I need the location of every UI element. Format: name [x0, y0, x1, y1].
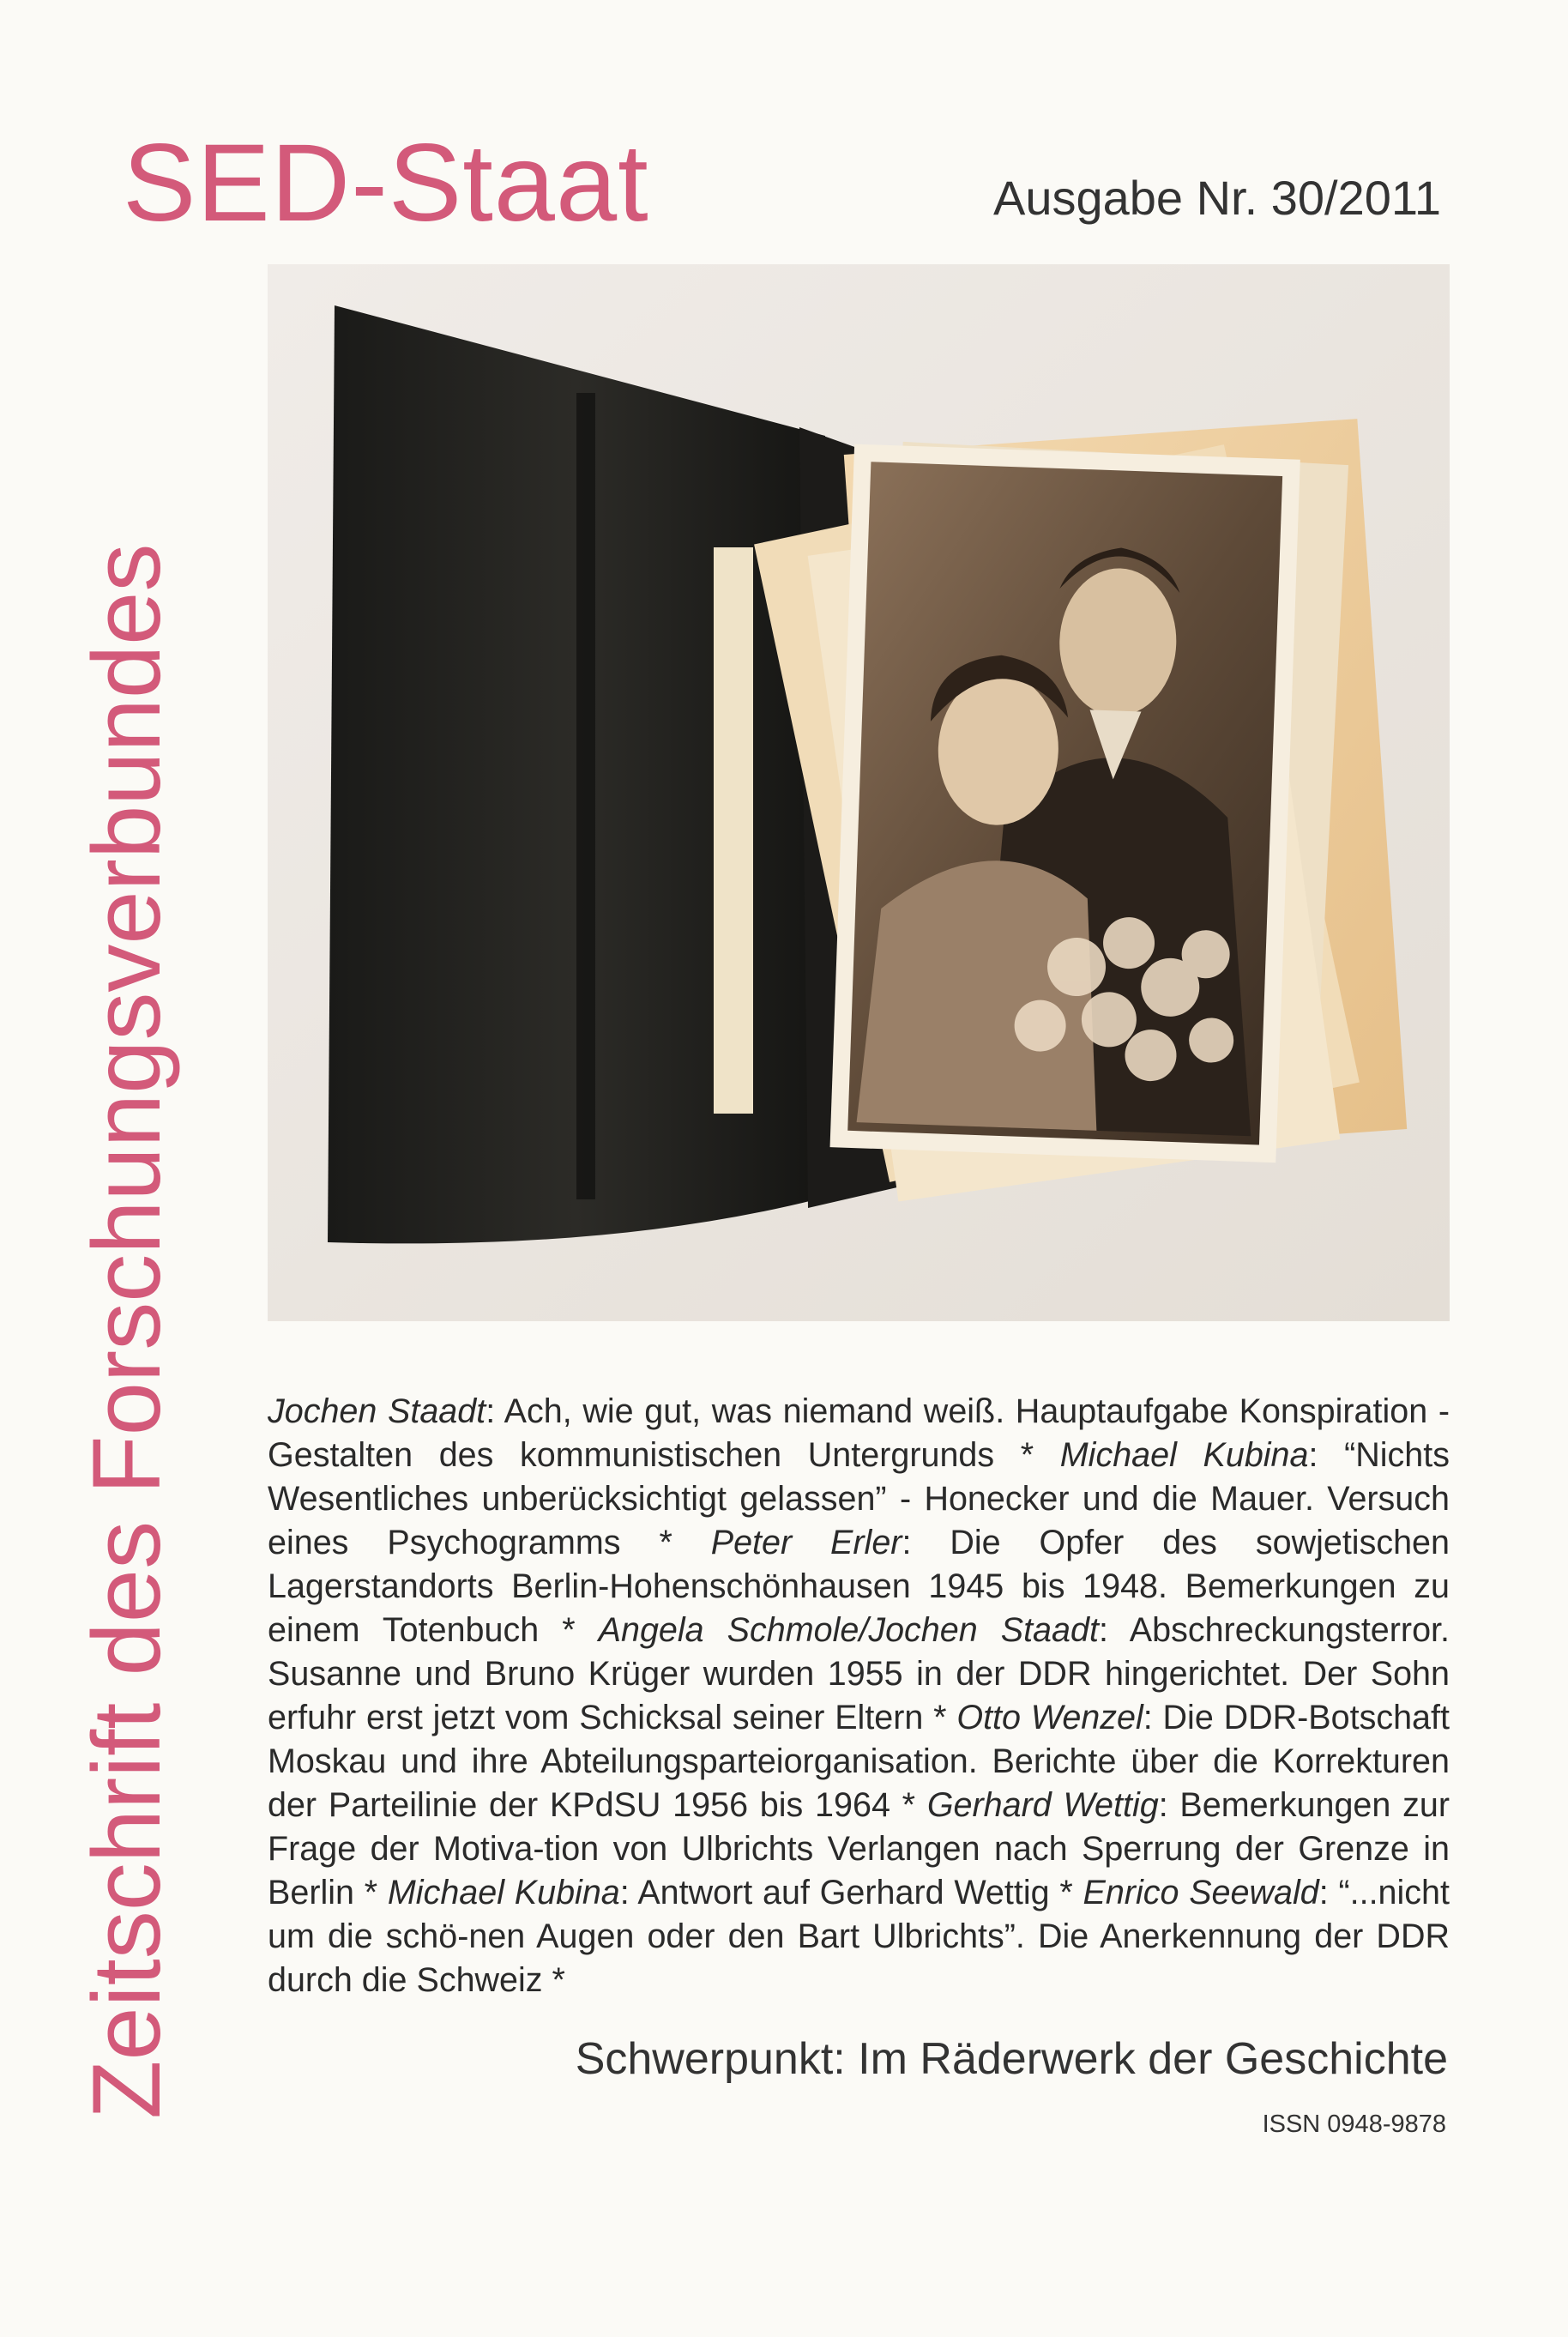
issue-number: Ausgabe Nr. 30/2011: [992, 171, 1441, 225]
focus-topic: Schwerpunkt: Im Räderwerk der Geschichte: [575, 2034, 1448, 2084]
contents-entry: Jochen Staadt: Ach, wie gut, was niemand weiß. Hauptaufgabe Konspiration - Gestalten des kommunistischen Untergrunds *: [268, 1392, 1450, 1474]
author-name: Jochen Staadt: [268, 1392, 486, 1430]
portrait-photo: [830, 444, 1300, 1163]
contents-entry: Gerhard Wettig: Bemerkungen zur Frage der Motiva-tion von Ulbrichts Verlangen nach Sperrung der Grenze in Berlin *: [268, 1786, 1450, 1911]
contents-entry: Otto Wenzel: Die DDR-Botschaft Moskau und ihre Abteilungsparteiorganisation. Berichte über die Korrekturen der Parteilinie der KPdSU 1956 bis 1964 *: [268, 1699, 1450, 1824]
cover-photo: [268, 264, 1450, 1321]
contents-entry: Angela Schmole/Jochen Staadt: Abschreckungsterror. Susanne und Bruno Krüger wurden 1955 in der DDR hingerichtet. Der Sohn erfuhr erst jetzt vom Schicksal seiner Eltern *: [268, 1611, 1450, 1736]
issn: ISSN 0948-9878: [1262, 2111, 1446, 2138]
contents-entry: Peter Erler: Die Opfer des sowjetischen Lagerstandorts Berlin-Hohenschönhausen 1945 bis 1948. Bemerkungen zu einem Totenbuch *: [268, 1524, 1450, 1649]
journal-subtitle-vertical: Zeitschrift des Forschungsverbundes: [73, 543, 180, 2119]
contents-entry: Enrico Seewald: “...nicht um die schö-nen Augen oder den Bart Ulbrichts”. Die Anerkennung der DDR durch die Schweiz *: [268, 1874, 1450, 1999]
author-name: Gerhard Wettig: [926, 1786, 1159, 1824]
author-name: Peter Erler: [710, 1524, 902, 1561]
author-name: Otto Wenzel: [956, 1699, 1143, 1736]
journal-title: SED-Staat: [123, 122, 649, 245]
author-name: Angela Schmole/Jochen Staadt: [598, 1611, 1099, 1649]
contents-abstract: [268, 1390, 1450, 2002]
contents-entry: Michael Kubina: Antwort auf Gerhard Wettig *: [387, 1874, 1083, 1911]
author-name: Michael Kubina: [1059, 1436, 1309, 1474]
author-name: Enrico Seewald: [1083, 1874, 1319, 1911]
author-name: Michael Kubina: [387, 1874, 620, 1911]
contents-entry: Michael Kubina: “Nichts Wesentliches unberücksichtigt gelassen” - Honecker und die Mauer. Versuch eines Psychogramms *: [268, 1436, 1450, 1561]
